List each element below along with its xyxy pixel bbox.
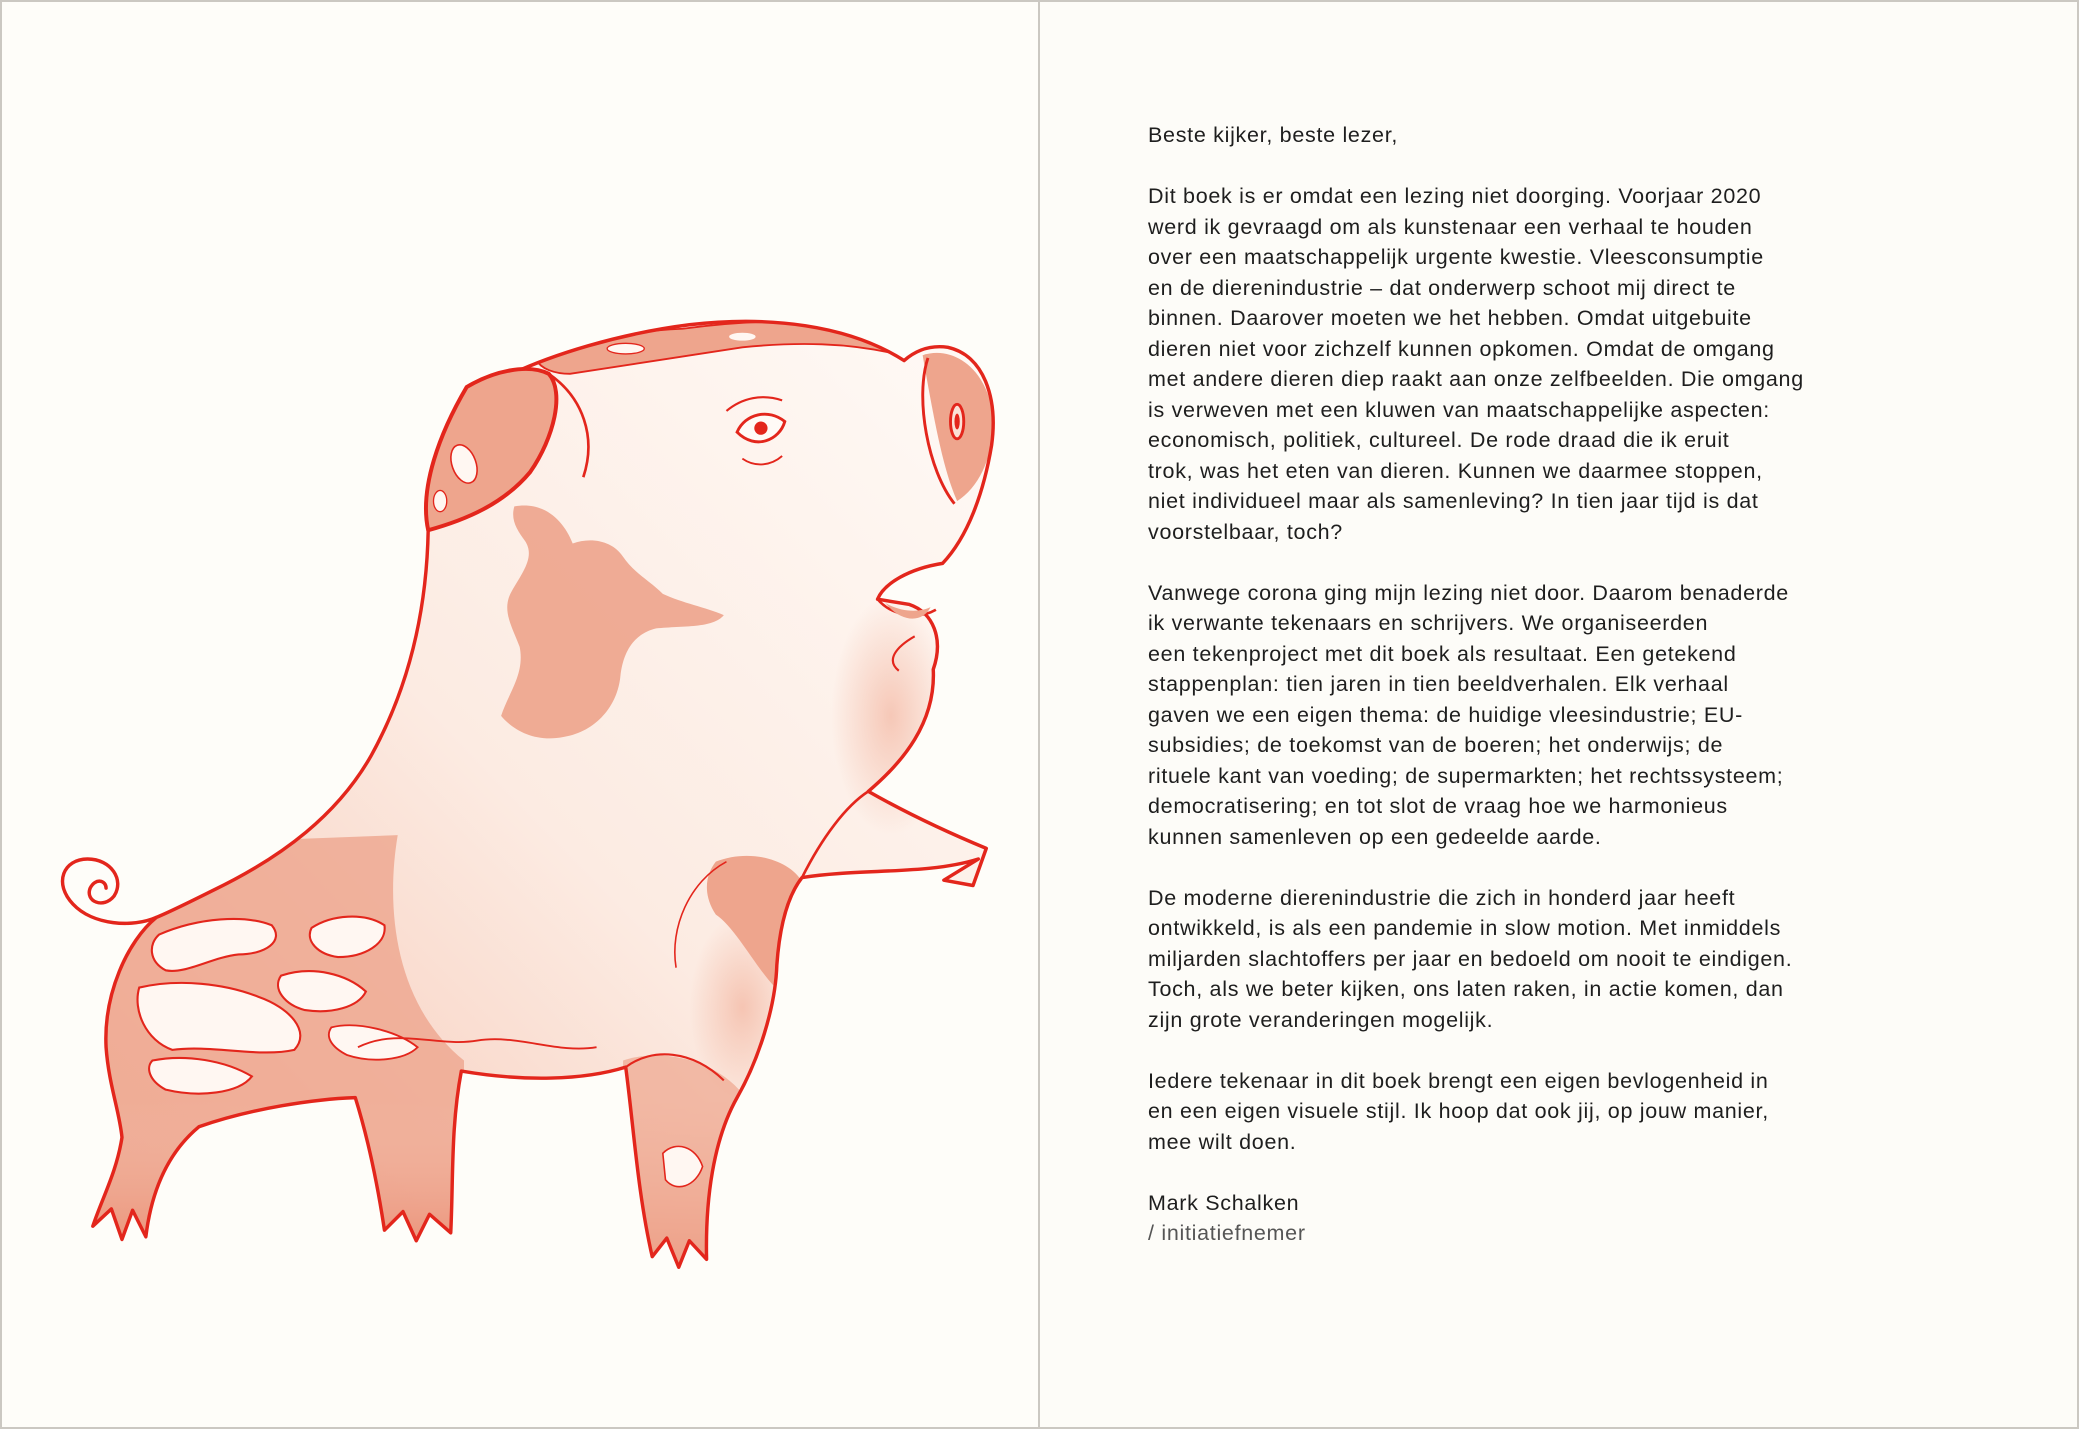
letter [1148,120,1804,1249]
text-line: rituele kant van voeding; de supermarkten; het rechtssysteem; [1148,763,1784,788]
text-line: dieren niet voor zichzelf kunnen opkomen. Omdat de omgang [1148,336,1775,361]
text-line: werd ik gevraagd om als kunstenaar een verhaal te houden [1148,214,1753,239]
text-line: niet individueel maar als samenleving? In tien jaar tijd is dat [1148,489,1759,513]
text-line: subsidies; de toekomst van de boeren; het onderwijs; de [1148,733,1724,757]
text-line: Iedere tekenaar in dit boek brengt een eigen bevlogenheid in [1148,1068,1769,1093]
text-line: kunnen samenleven op een gedeelde aarde. [1148,824,1602,849]
text-line: en een eigen visuele stijl. Ik hoop dat ook jij, op jouw manier, [1148,1099,1769,1123]
text-line: en de dierenindustrie – dat onderwerp schoot mij direct te [1148,275,1736,300]
text-line: een tekenproject met dit boek als resultaat. Een getekend [1148,641,1737,666]
text-line: trok, was het eten van dieren. Kunnen we daarmee stoppen, [1148,458,1763,483]
text-line: gaven we een eigen thema: de huidige vleesindustrie; EU- [1148,702,1743,727]
text-line: voorstelbaar, toch? [1148,519,1343,544]
text-line: mee wilt doen. [1148,1129,1297,1154]
paragraph-4 [1148,1066,1804,1158]
greeting [1148,120,1804,151]
signature-name: Mark Schalken [1148,1190,1300,1215]
signature-role: / initiatiefnemer [1148,1221,1306,1245]
text-line: met andere dieren diep raakt aan onze zelfbeelden. Die omgang [1148,367,1804,391]
right-page [1040,0,2079,1429]
pig-illustration [0,0,1038,1429]
text-line: democratisering; en tot slot de vraag hoe we harmonieus [1148,794,1728,818]
text-line: Vanwege corona ging mijn lezing niet door. Daarom benaderde [1148,580,1789,605]
signature [1148,1188,1804,1249]
text-line: Dit boek is er omdat een lezing niet doorging. Voorjaar 2020 [1148,184,1762,208]
greeting-line: Beste kijker, beste lezer, [1148,123,1399,147]
text-line: ik verwante tekenaars en schrijvers. We organiseerden [1148,611,1709,635]
text-line: zijn grote veranderingen mogelijk. [1148,1007,1494,1032]
text-line: miljarden slachtoffers per jaar en bedoeld om nooit te eindigen. [1148,946,1793,971]
text-line: stappenplan: tien jaren in tien beeldverhalen. Elk verhaal [1148,672,1729,696]
paragraph-1 [1148,181,1804,547]
paragraph-3 [1148,883,1804,1036]
text-line: ontwikkeld, is als een pandemie in slow motion. Met inmiddels [1148,916,1782,940]
text-line: Toch, als we beter kijken, ons laten raken, in actie komen, dan [1148,977,1784,1001]
page-spine-divider [1038,0,1040,1429]
paragraph-2 [1148,578,1804,853]
text-line: binnen. Daarover moeten we het hebben. Omdat uitgebuite [1148,306,1752,330]
text-line: economisch, politiek, cultureel. De rode draad die ik eruit [1148,428,1730,452]
text-line: over een maatschappelijk urgente kwestie. Vleesconsumptie [1148,245,1764,269]
left-page [0,0,1038,1429]
text-line: De moderne dierenindustrie die zich in honderd jaar heeft [1148,885,1736,910]
text-line: is verweven met een kluwen van maatschappelijke aspecten: [1148,397,1770,422]
pig-tail [63,859,157,923]
